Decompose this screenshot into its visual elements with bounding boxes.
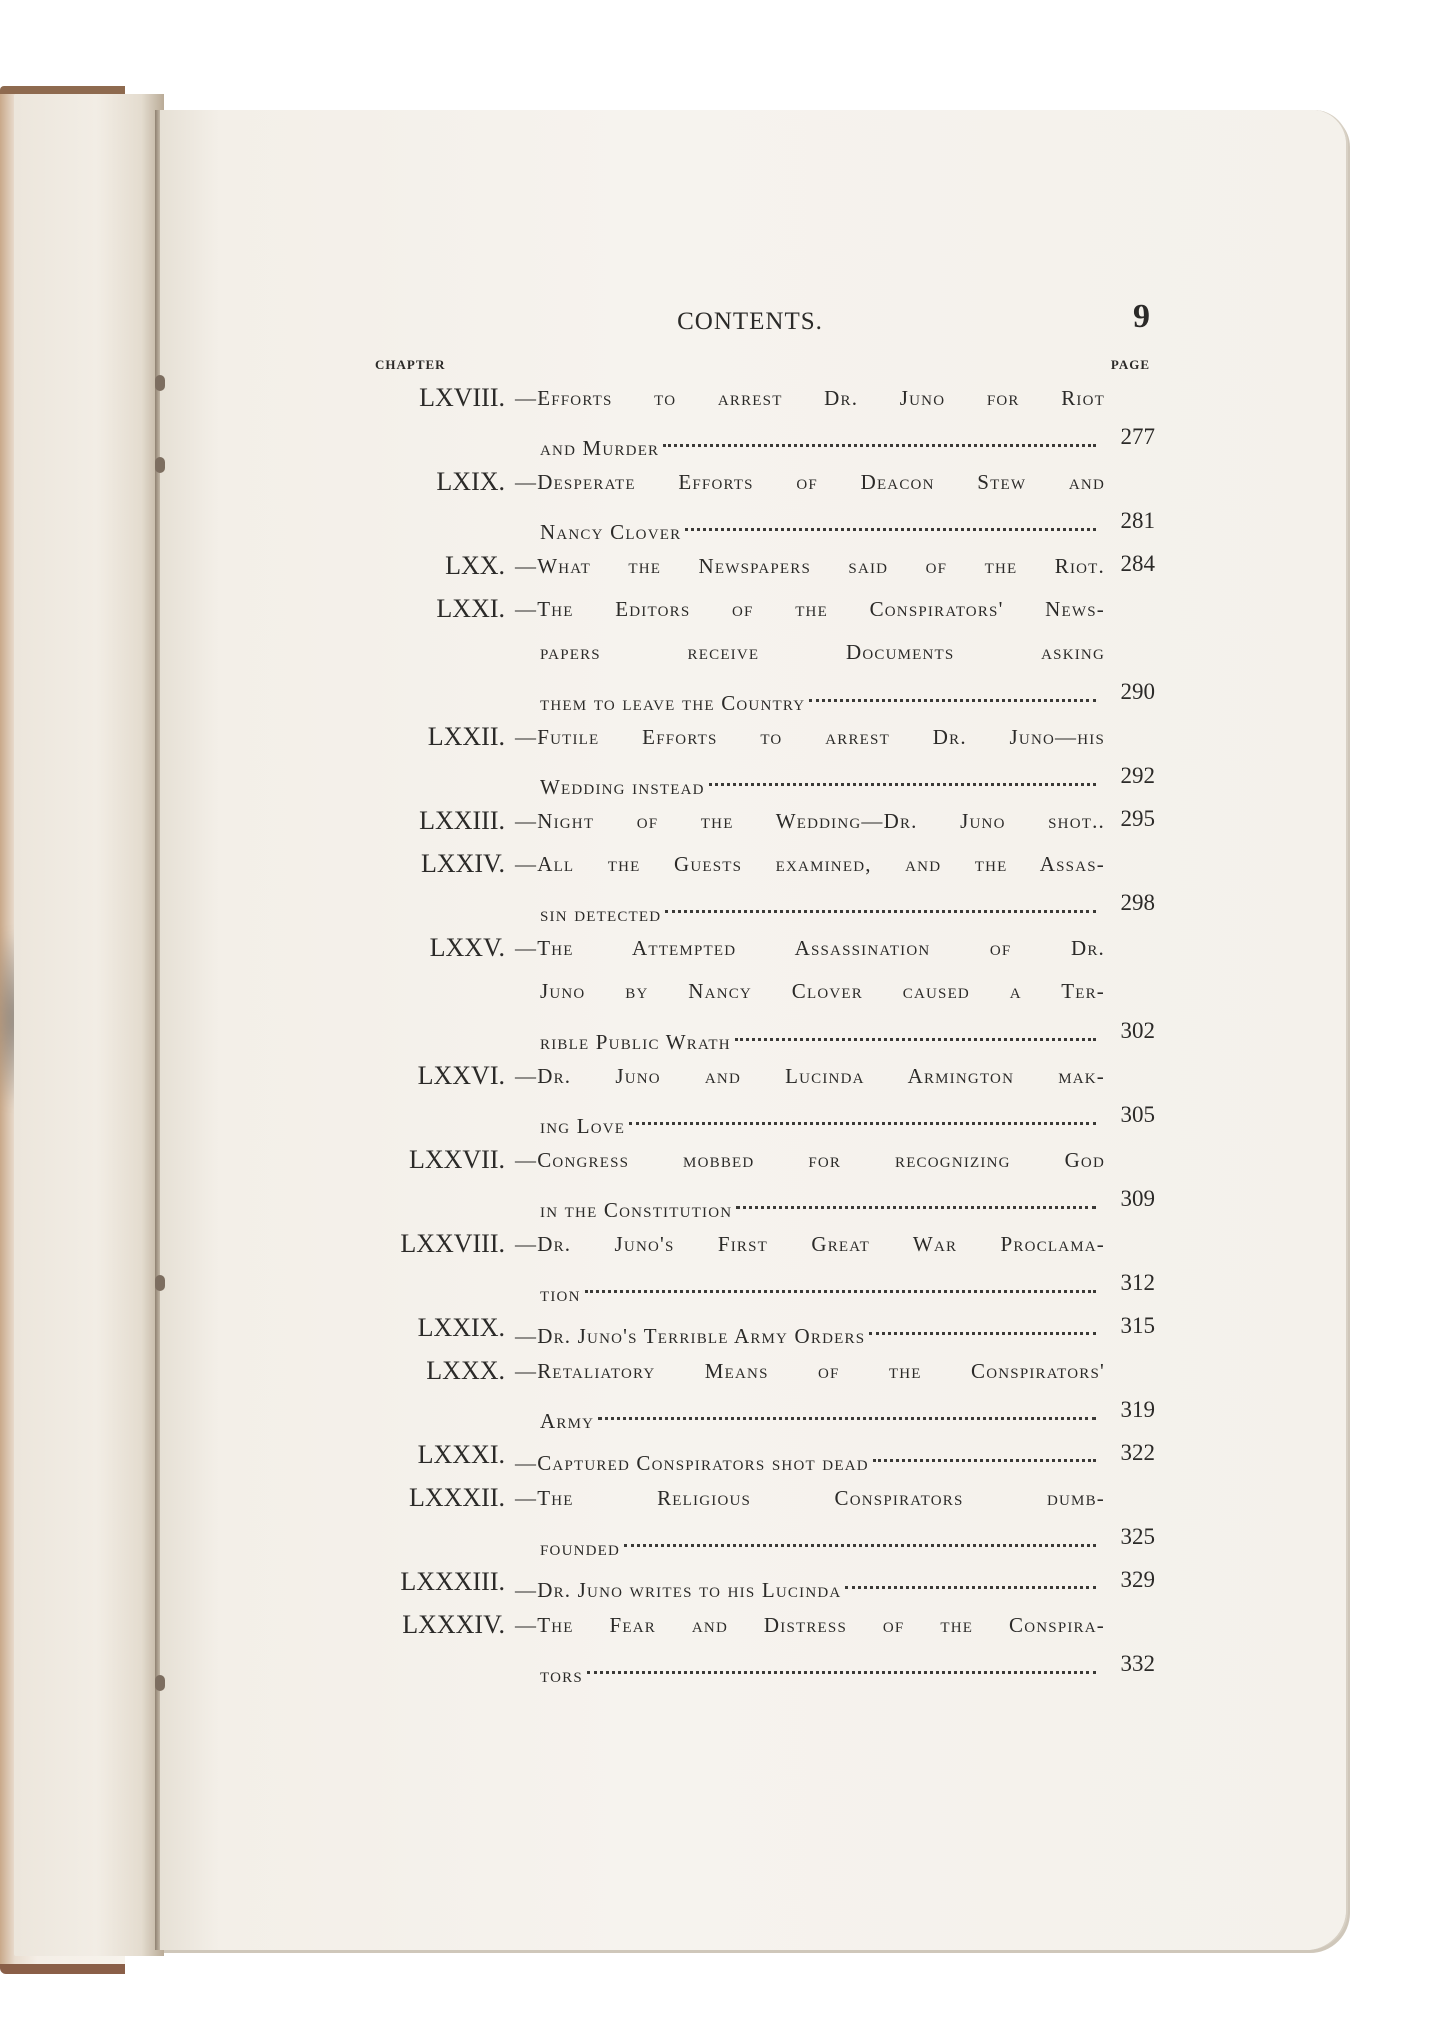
chapter-page-number: 284	[1120, 551, 1155, 576]
chapter-title-text: founded	[540, 1536, 621, 1560]
dot-leader	[624, 1520, 1096, 1547]
dot-leader	[869, 1308, 1096, 1335]
chapter-title-text: —Captured Conspirators shot dead	[515, 1451, 869, 1475]
chapter-title-text: Wedding instead	[540, 775, 705, 799]
chapter-numeral: LXXXI.	[417, 1440, 505, 1469]
chapter-page-number: 298	[1120, 890, 1155, 915]
chapter-page-number: 305	[1120, 1102, 1155, 1127]
chapter-column-header: CHAPTER	[375, 357, 446, 372]
page-column-header: PAGE	[1110, 357, 1150, 372]
dot-leader	[629, 1098, 1096, 1125]
chapter-title-line: —Efforts to arrest Dr. Juno for Riot	[515, 386, 1105, 410]
chapter-title-line	[540, 894, 1100, 927]
chapter-title-line	[540, 1190, 1100, 1223]
chapter-title-text: Nancy Clover	[540, 520, 682, 544]
chapter-title-text: Army	[540, 1409, 595, 1433]
chapter-page-number: 325	[1120, 1524, 1155, 1549]
chapter-title-text: tion	[540, 1282, 581, 1306]
dot-leader	[598, 1393, 1096, 1420]
chapter-title-line: —Dr. Juno and Lucinda Armington mak-	[515, 1064, 1105, 1088]
chapter-page-number: 319	[1120, 1397, 1155, 1422]
chapter-title-text: them to leave the Country	[540, 691, 806, 715]
chapter-numeral: LXXV.	[429, 933, 505, 962]
chapter-page-number: 322	[1120, 1440, 1155, 1465]
chapter-numeral: LXXII.	[427, 722, 505, 751]
chapter-title-text: sin detected	[540, 902, 662, 926]
chapter-numeral: LXXXIV.	[402, 1610, 505, 1639]
chapter-numeral: LXIX.	[436, 467, 505, 496]
chapter-title-line	[540, 1528, 1100, 1561]
chapter-numeral: LXX.	[445, 551, 505, 580]
chapter-title-line: —Dr. Juno's First Great War Proclama-	[515, 1232, 1105, 1256]
chapter-title-text: —Dr. Juno writes to his Lucinda	[515, 1578, 842, 1602]
chapter-numeral: LXXIII.	[419, 806, 505, 835]
chapter-title-line	[515, 1316, 1100, 1349]
chapter-title-line	[515, 1570, 1100, 1603]
chapter-title-line: —Desperate Efforts of Deacon Stew and	[515, 470, 1105, 494]
chapter-title-text: rible Public Wrath	[540, 1030, 731, 1054]
chapter-page-number: 309	[1120, 1186, 1155, 1211]
chapter-title-text: —Dr. Juno's Terrible Army Orders	[515, 1324, 866, 1348]
chapter-title-line: Juno by Nancy Clover caused a Ter-	[540, 979, 1105, 1003]
chapter-title-line: —All the Guests examined, and the Assas-	[515, 852, 1105, 876]
chapter-title-line: —Congress mobbed for recognizing God	[515, 1148, 1105, 1172]
chapter-title-line: —The Religious Conspirators dumb-	[515, 1486, 1105, 1510]
chapter-page-number: 281	[1120, 508, 1155, 533]
chapter-title-line	[515, 1443, 1100, 1476]
chapter-title-line: —Futile Efforts to arrest Dr. Juno—his	[515, 725, 1105, 749]
chapter-title-line	[540, 1022, 1100, 1055]
dot-leader	[873, 1435, 1096, 1462]
chapter-title-line: —The Fear and Distress of the Conspira-	[515, 1613, 1105, 1637]
chapter-numeral: LXXVIII.	[400, 1229, 505, 1258]
dot-leader	[587, 1647, 1096, 1674]
chapter-title-text: tors	[540, 1663, 583, 1687]
page-title: CONTENTS.	[677, 308, 823, 335]
chapter-page-number: 302	[1120, 1018, 1155, 1043]
chapter-numeral: LXXVI.	[417, 1061, 505, 1090]
chapter-numeral: LXXIX.	[417, 1313, 505, 1342]
chapter-page-number: 329	[1120, 1567, 1155, 1592]
chapter-page-number: 290	[1120, 679, 1155, 704]
page-number: 9	[1133, 298, 1150, 335]
chapter-title-text: and Murder	[540, 436, 660, 460]
chapter-numeral: LXXXIII.	[400, 1567, 505, 1596]
chapter-numeral: LXXX.	[426, 1356, 505, 1385]
dot-leader	[736, 1182, 1096, 1209]
chapter-title-line: —Night of the Wedding—Dr. Juno shot..	[515, 809, 1105, 833]
chapter-numeral: LXXI.	[436, 594, 505, 623]
chapter-title-line: —Retaliatory Means of the Conspirators'	[515, 1359, 1105, 1383]
dot-leader	[845, 1562, 1096, 1589]
chapter-title-line	[540, 428, 1100, 461]
chapter-title-line: —The Attempted Assassination of Dr.	[515, 936, 1105, 960]
chapter-title-text: ing Love	[540, 1114, 626, 1138]
chapter-numeral: LXXXII.	[408, 1483, 505, 1512]
chapter-page-number: 292	[1120, 763, 1155, 788]
chapter-title-line: papers receive Documents asking	[540, 640, 1105, 664]
dot-leader	[585, 1266, 1096, 1293]
chapter-numeral: LXVIII.	[419, 383, 505, 412]
dot-leader	[735, 1014, 1096, 1041]
dot-leader	[663, 420, 1096, 447]
chapter-title-line	[540, 1401, 1100, 1434]
chapter-page-number: 312	[1120, 1270, 1155, 1295]
chapter-title-line: —The Editors of the Conspirators' News-	[515, 597, 1105, 621]
dot-leader	[685, 504, 1096, 531]
chapter-title-line	[540, 683, 1100, 716]
chapter-title-line	[540, 1274, 1100, 1307]
chapter-title-line	[540, 767, 1100, 800]
dot-leader	[709, 759, 1096, 786]
chapter-page-number: 332	[1120, 1651, 1155, 1676]
chapter-title-line	[540, 512, 1100, 545]
chapter-title-text: in the Constitution	[540, 1198, 733, 1222]
chapter-page-number: 295	[1120, 806, 1155, 831]
chapter-numeral: LXXVII.	[408, 1145, 505, 1174]
dot-leader	[809, 675, 1096, 702]
chapter-page-number: 277	[1120, 424, 1155, 449]
chapter-title-line	[540, 1106, 1100, 1139]
dot-leader	[665, 886, 1096, 913]
chapter-numeral: LXXIV.	[420, 849, 505, 878]
chapter-page-number: 315	[1120, 1313, 1155, 1338]
chapter-title-line	[540, 1655, 1100, 1688]
chapter-title-line: —What the Newspapers said of the Riot.	[515, 554, 1105, 578]
